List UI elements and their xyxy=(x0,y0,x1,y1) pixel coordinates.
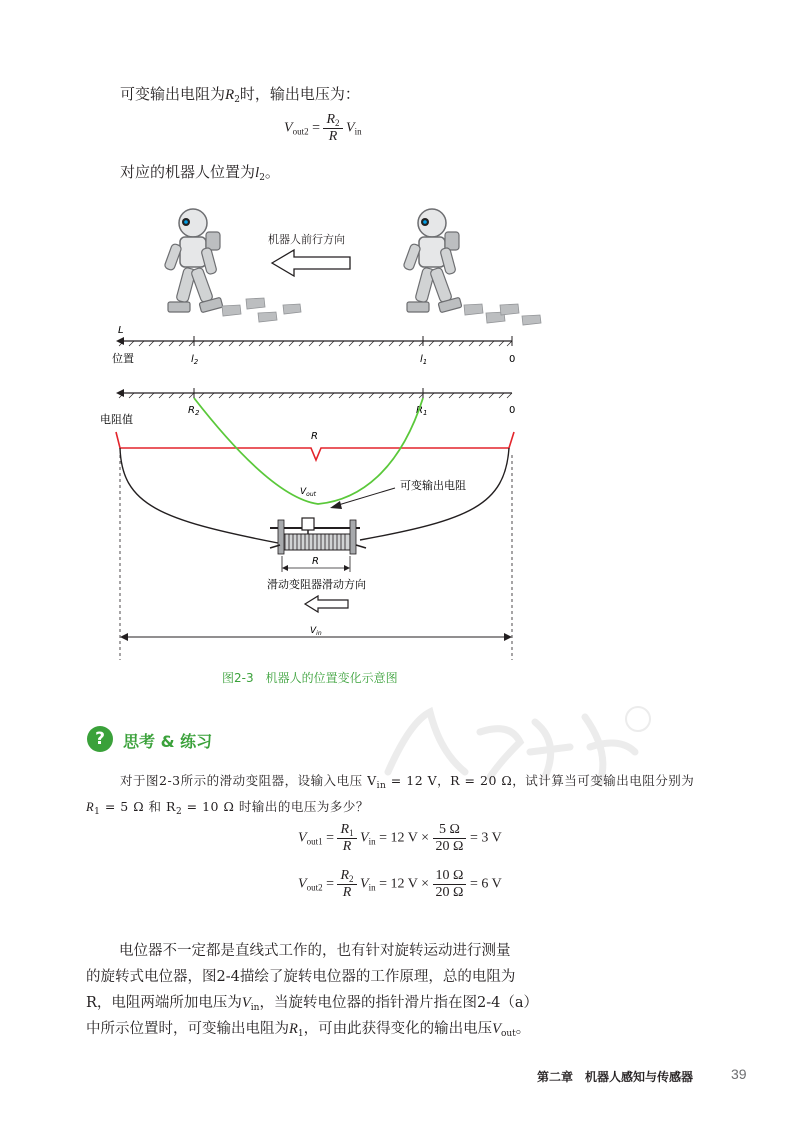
p3-a: R，电阻两端所加电压为 xyxy=(86,995,242,1011)
intro-line1-suffix: 时，输出电压为： xyxy=(239,85,360,103)
eq2-frac-2 xyxy=(433,868,467,901)
q-line2-a-sub: 1 xyxy=(94,807,101,817)
zero-bottom-label: 0 xyxy=(509,405,516,416)
vout-label: $V_{out}$ xyxy=(300,487,316,498)
p4-a: 中所示位置时，可变输出电阻为 xyxy=(86,1021,289,1037)
equation-vout1 xyxy=(298,822,502,855)
eq2-frac-1 xyxy=(337,868,356,901)
eq2-num2: 10 Ω xyxy=(433,868,467,885)
R2-label: $R_2$ xyxy=(188,405,200,417)
eq2-lhs-sub: out2 xyxy=(306,882,323,893)
p4-sub2: out xyxy=(500,1029,516,1039)
q-line1-sub: in xyxy=(376,781,387,791)
eq-rhs-sub: in xyxy=(354,126,362,137)
var-R: R xyxy=(225,87,235,103)
p4-c: 。 xyxy=(515,1021,531,1037)
eq1-num-sub: 1 xyxy=(349,828,354,838)
footprints-right-icon xyxy=(464,304,541,325)
robot-left-icon xyxy=(164,209,223,313)
q-line1-rest: = 12 V，R = 20 Ω，试计算当可变输出电阻分别为 xyxy=(386,773,695,788)
axis-L-label: L xyxy=(118,325,124,336)
green-curve xyxy=(194,398,423,504)
eq-den: R xyxy=(328,129,338,144)
eq2-lhs: V xyxy=(298,876,307,892)
intro-line2-suffix: 。 xyxy=(264,163,280,181)
q-line2-a: R xyxy=(86,800,95,814)
eq-lhs-sub: out2 xyxy=(292,126,309,137)
slide-rheostat-icon xyxy=(270,518,366,554)
intro-line-1 xyxy=(120,84,360,110)
eq1-result: = 3 V xyxy=(469,830,502,846)
think-title: 思考 & 练习 xyxy=(123,732,213,751)
eq2-result: = 6 V xyxy=(469,876,502,892)
position-axis xyxy=(116,336,512,346)
p3-b: ，当旋转电位器的指针滑片指在图2-4（a） xyxy=(259,995,538,1011)
question-icon: ? xyxy=(87,726,113,752)
l1-label: $l_1$ xyxy=(420,354,428,366)
l2-label: $l_2$ xyxy=(191,354,199,366)
var-sub: 2 xyxy=(259,173,265,183)
intro-line2-prefix: 对应的机器人位置为 xyxy=(120,163,256,181)
R-label: R xyxy=(311,431,318,442)
zero-top-label: 0 xyxy=(509,354,516,365)
q-line2-b: = 5 Ω 和 R xyxy=(100,799,176,814)
eq1-frac-1 xyxy=(337,822,356,855)
p4-var2: V xyxy=(492,1021,501,1037)
eq1-den: R xyxy=(342,839,352,854)
eq-rhs-var: V xyxy=(346,120,355,136)
intro-line1-prefix: 可变输出电阻为 xyxy=(120,85,226,103)
p4-b: ，可由此获得变化的输出电压 xyxy=(303,1021,493,1037)
eq2-v: V xyxy=(360,876,369,892)
direction-label: 机器人前行方向 xyxy=(268,233,345,246)
resistance-label: 电阻值 xyxy=(100,413,133,426)
eq2-mid: = 12 V × xyxy=(379,876,430,892)
question-line-2 xyxy=(86,796,369,823)
variable-output-arrow-icon xyxy=(330,488,395,509)
footprints-left-icon xyxy=(222,298,301,322)
eq2-den: R xyxy=(342,885,352,900)
eq1-num2: 5 Ω xyxy=(433,822,467,839)
eq-fraction xyxy=(323,112,342,145)
variable-output-label: 可变输出电阻 xyxy=(400,479,466,492)
slide-direction-arrow-icon xyxy=(305,596,348,612)
eq-num-var: R xyxy=(326,112,336,127)
eq2-num: R xyxy=(340,868,350,883)
eq-num-sub: 2 xyxy=(335,118,340,128)
p4-sub: 1 xyxy=(297,1029,304,1039)
figure-caption: 图2-3 机器人的位置变化示意图 xyxy=(222,671,398,685)
paragraph-line-4 xyxy=(86,1016,530,1047)
equation-vout2-result xyxy=(298,868,502,901)
eq-equals: = xyxy=(312,120,320,136)
var-sub: 2 xyxy=(234,95,240,105)
slide-direction-label: 滑动变阻器滑动方向 xyxy=(267,578,366,591)
eq2-equals: = xyxy=(326,876,334,892)
q-line1-text: 对于图2-3所示的滑动变阻器，设输入电压 V xyxy=(120,773,377,788)
question-line-1 xyxy=(120,770,694,797)
resistance-axis xyxy=(116,388,512,398)
eq1-v-sub: in xyxy=(368,836,376,847)
var-l: l xyxy=(255,165,260,181)
paragraph-line-1: 电位器不一定都是直线式工作的，也有针对旋转运动进行测量 xyxy=(119,943,511,959)
eq2-v-sub: in xyxy=(368,882,376,893)
q-line2-c: = 10 Ω 时输出的电压为多少？ xyxy=(182,799,369,814)
R1-label: $R_1$ xyxy=(416,405,428,417)
equation-vout2 xyxy=(284,112,362,145)
p3-sub: in xyxy=(250,1003,260,1013)
eq1-lhs: V xyxy=(298,830,307,846)
eq1-equals: = xyxy=(326,830,334,846)
paragraph-line-2: 的旋转式电位器，图2-4描绘了旋转电位器的工作原理，总的电阻为 xyxy=(86,969,516,985)
eq1-den2: 20 Ω xyxy=(435,839,464,854)
intro-line-2 xyxy=(120,162,280,188)
rheostat-R-label: R xyxy=(312,556,319,567)
eq2-num-sub: 2 xyxy=(349,874,354,884)
eq1-lhs-sub: out1 xyxy=(306,836,323,847)
direction-arrow-icon xyxy=(272,250,350,276)
robot-right-icon xyxy=(403,209,462,313)
p3-var: V xyxy=(241,995,251,1011)
axis-position-label: 位置 xyxy=(112,352,134,365)
eq1-frac-2 xyxy=(433,822,467,855)
eq2-den2: 20 Ω xyxy=(435,885,464,900)
vin-label: $V_{in}$ xyxy=(310,626,322,637)
page-number: 39 xyxy=(731,1066,747,1082)
footer-chapter: 第二章 机器人感知与传感器 xyxy=(537,1070,694,1084)
eq-lhs-var: V xyxy=(284,120,293,136)
eq1-v: V xyxy=(360,830,369,846)
eq1-mid: = 12 V × xyxy=(379,830,430,846)
robot-position-figure xyxy=(0,195,800,695)
eq1-num: R xyxy=(340,822,350,837)
q-line2-b-sub: 2 xyxy=(175,807,183,817)
p4-var: R xyxy=(289,1021,298,1037)
